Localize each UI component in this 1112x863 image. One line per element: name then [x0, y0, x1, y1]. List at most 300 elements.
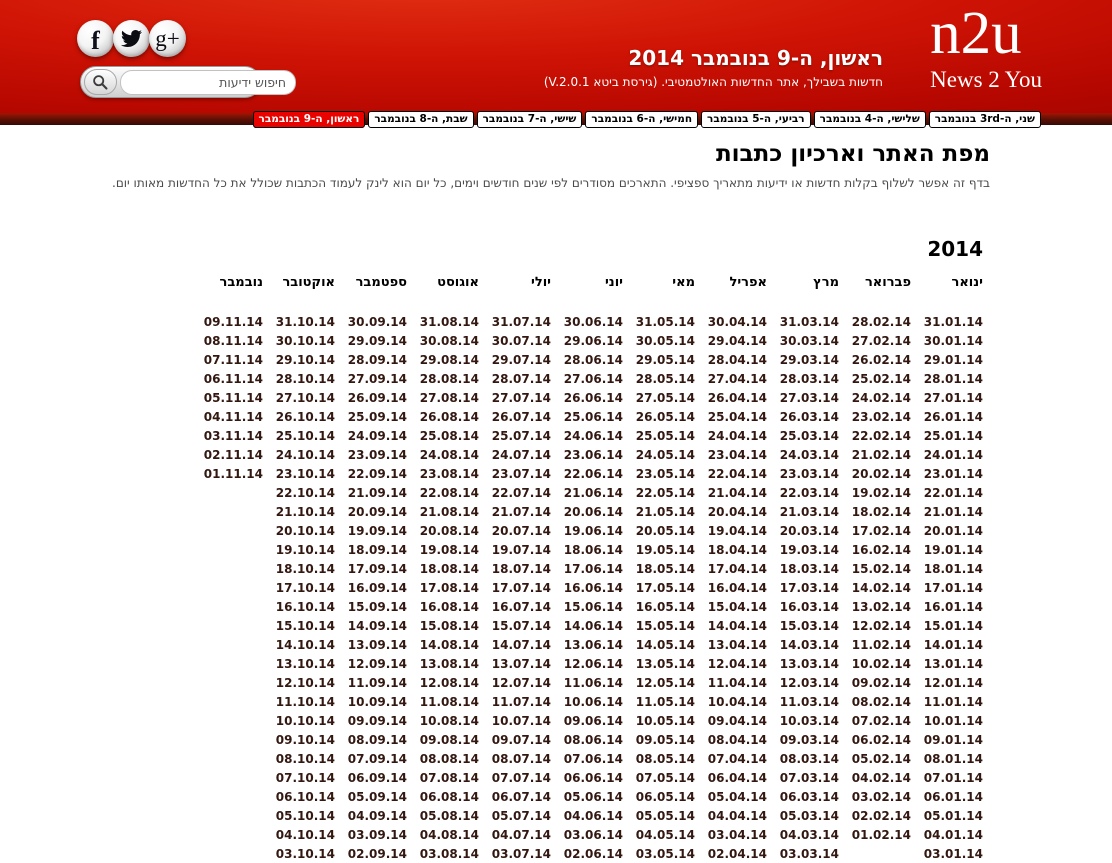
date-link[interactable]: 21.07.14 — [491, 505, 551, 519]
date-link[interactable]: 30.05.14 — [635, 334, 695, 348]
date-link[interactable]: 09.02.14 — [851, 676, 911, 690]
date-link[interactable]: 18.09.14 — [347, 543, 407, 557]
date-link[interactable]: 11.01.14 — [923, 695, 983, 709]
date-link[interactable]: 22.09.14 — [347, 467, 407, 481]
date-link[interactable]: 31.03.14 — [779, 315, 839, 329]
date-link[interactable]: 27.03.14 — [779, 391, 839, 405]
date-link[interactable]: 16.09.14 — [347, 581, 407, 595]
date-link[interactable]: 13.02.14 — [851, 600, 911, 614]
date-link[interactable]: 19.01.14 — [923, 543, 983, 557]
date-link[interactable]: 03.08.14 — [419, 847, 479, 861]
date-link[interactable]: 09.09.14 — [347, 714, 407, 728]
date-link[interactable]: 17.08.14 — [419, 581, 479, 595]
date-link[interactable]: 02.09.14 — [347, 847, 407, 861]
date-link[interactable]: 27.01.14 — [923, 391, 983, 405]
date-link[interactable]: 26.10.14 — [275, 410, 335, 424]
date-link[interactable]: 18.05.14 — [635, 562, 695, 576]
date-link[interactable]: 21.02.14 — [851, 448, 911, 462]
date-link[interactable]: 01.02.14 — [851, 828, 911, 842]
date-link[interactable]: 27.08.14 — [419, 391, 479, 405]
date-link[interactable]: 24.10.14 — [275, 448, 335, 462]
date-link[interactable]: 07.06.14 — [563, 752, 623, 766]
date-link[interactable]: 26.05.14 — [635, 410, 695, 424]
date-link[interactable]: 10.08.14 — [419, 714, 479, 728]
date-link[interactable]: 29.06.14 — [563, 334, 623, 348]
date-link[interactable]: 28.02.14 — [851, 315, 911, 329]
tab-day[interactable]: שישי, ה-7 בנובמבר — [477, 111, 583, 128]
date-link[interactable]: 10.03.14 — [779, 714, 839, 728]
date-link[interactable]: 25.06.14 — [563, 410, 623, 424]
date-link[interactable]: 16.06.14 — [563, 581, 623, 595]
tab-day[interactable]: שבת, ה-8 בנובמבר — [368, 111, 473, 128]
date-link[interactable]: 03.05.14 — [635, 847, 695, 861]
date-link[interactable]: 11.02.14 — [851, 638, 911, 652]
date-link[interactable]: 24.04.14 — [707, 429, 767, 443]
date-link[interactable]: 03.04.14 — [707, 828, 767, 842]
twitter-button[interactable] — [113, 20, 150, 57]
date-link[interactable]: 05.06.14 — [563, 790, 623, 804]
date-link[interactable]: 16.04.14 — [707, 581, 767, 595]
date-link[interactable]: 05.09.14 — [347, 790, 407, 804]
date-link[interactable]: 05.11.14 — [203, 391, 263, 405]
date-link[interactable]: 07.09.14 — [347, 752, 407, 766]
date-link[interactable]: 24.07.14 — [491, 448, 551, 462]
date-link[interactable]: 12.02.14 — [851, 619, 911, 633]
date-link[interactable]: 11.07.14 — [491, 695, 551, 709]
date-link[interactable]: 09.04.14 — [707, 714, 767, 728]
date-link[interactable]: 26.04.14 — [707, 391, 767, 405]
date-link[interactable]: 13.05.14 — [635, 657, 695, 671]
date-link[interactable]: 22.05.14 — [635, 486, 695, 500]
date-link[interactable]: 05.08.14 — [419, 809, 479, 823]
date-link[interactable]: 18.04.14 — [707, 543, 767, 557]
date-link[interactable]: 12.08.14 — [419, 676, 479, 690]
date-link[interactable]: 14.07.14 — [491, 638, 551, 652]
date-link[interactable]: 24.09.14 — [347, 429, 407, 443]
date-link[interactable]: 19.07.14 — [491, 543, 551, 557]
date-link[interactable]: 16.08.14 — [419, 600, 479, 614]
date-link[interactable]: 16.01.14 — [923, 600, 983, 614]
date-link[interactable]: 08.02.14 — [851, 695, 911, 709]
date-link[interactable]: 14.10.14 — [275, 638, 335, 652]
date-link[interactable]: 17.07.14 — [491, 581, 551, 595]
date-link[interactable]: 26.01.14 — [923, 410, 983, 424]
date-link[interactable]: 12.10.14 — [275, 676, 335, 690]
date-link[interactable]: 21.03.14 — [779, 505, 839, 519]
date-link[interactable]: 12.06.14 — [563, 657, 623, 671]
date-link[interactable]: 05.04.14 — [707, 790, 767, 804]
date-link[interactable]: 06.06.14 — [563, 771, 623, 785]
date-link[interactable]: 07.07.14 — [491, 771, 551, 785]
date-link[interactable]: 02.06.14 — [563, 847, 623, 861]
date-link[interactable]: 04.06.14 — [563, 809, 623, 823]
date-link[interactable]: 03.10.14 — [275, 847, 335, 861]
date-link[interactable]: 07.02.14 — [851, 714, 911, 728]
date-link[interactable]: 05.10.14 — [275, 809, 335, 823]
date-link[interactable]: 21.06.14 — [563, 486, 623, 500]
date-link[interactable]: 11.09.14 — [347, 676, 407, 690]
date-link[interactable]: 30.01.14 — [923, 334, 983, 348]
date-link[interactable]: 26.07.14 — [491, 410, 551, 424]
date-link[interactable]: 18.07.14 — [491, 562, 551, 576]
date-link[interactable]: 09.10.14 — [275, 733, 335, 747]
date-link[interactable]: 11.05.14 — [635, 695, 695, 709]
date-link[interactable]: 23.08.14 — [419, 467, 479, 481]
date-link[interactable]: 11.04.14 — [707, 676, 767, 690]
search-input[interactable] — [120, 70, 296, 95]
date-link[interactable]: 23.09.14 — [347, 448, 407, 462]
date-link[interactable]: 25.01.14 — [923, 429, 983, 443]
date-link[interactable]: 04.08.14 — [419, 828, 479, 842]
date-link[interactable]: 24.03.14 — [779, 448, 839, 462]
date-link[interactable]: 19.09.14 — [347, 524, 407, 538]
date-link[interactable]: 29.01.14 — [923, 353, 983, 367]
date-link[interactable]: 07.04.14 — [707, 752, 767, 766]
date-link[interactable]: 16.03.14 — [779, 600, 839, 614]
date-link[interactable]: 14.04.14 — [707, 619, 767, 633]
date-link[interactable]: 26.06.14 — [563, 391, 623, 405]
date-link[interactable]: 20.10.14 — [275, 524, 335, 538]
date-link[interactable]: 28.08.14 — [419, 372, 479, 386]
date-link[interactable]: 03.11.14 — [203, 429, 263, 443]
date-link[interactable]: 01.11.14 — [203, 467, 263, 481]
date-link[interactable]: 09.03.14 — [779, 733, 839, 747]
date-link[interactable]: 06.11.14 — [203, 372, 263, 386]
tab-day[interactable]: חמישי, ה-6 בנובמבר — [585, 111, 698, 128]
date-link[interactable]: 18.06.14 — [563, 543, 623, 557]
date-link[interactable]: 13.08.14 — [419, 657, 479, 671]
tab-day[interactable]: רביעי, ה-5 בנובמבר — [701, 111, 811, 128]
date-link[interactable]: 18.01.14 — [923, 562, 983, 576]
date-link[interactable]: 02.11.14 — [203, 448, 263, 462]
date-link[interactable]: 09.01.14 — [923, 733, 983, 747]
date-link[interactable]: 15.03.14 — [779, 619, 839, 633]
date-link[interactable]: 04.10.14 — [275, 828, 335, 842]
date-link[interactable]: 18.02.14 — [851, 505, 911, 519]
date-link[interactable]: 26.08.14 — [419, 410, 479, 424]
date-link[interactable]: 31.08.14 — [419, 315, 479, 329]
date-link[interactable]: 08.11.14 — [203, 334, 263, 348]
date-link[interactable]: 22.03.14 — [779, 486, 839, 500]
date-link[interactable]: 08.09.14 — [347, 733, 407, 747]
date-link[interactable]: 07.10.14 — [275, 771, 335, 785]
date-link[interactable]: 03.03.14 — [779, 847, 839, 861]
date-link[interactable]: 21.10.14 — [275, 505, 335, 519]
date-link[interactable]: 27.10.14 — [275, 391, 335, 405]
date-link[interactable]: 03.01.14 — [923, 847, 983, 861]
date-link[interactable]: 15.01.14 — [923, 619, 983, 633]
date-link[interactable]: 14.06.14 — [563, 619, 623, 633]
date-link[interactable]: 08.03.14 — [779, 752, 839, 766]
date-link[interactable]: 19.02.14 — [851, 486, 911, 500]
date-link[interactable]: 31.01.14 — [923, 315, 983, 329]
date-link[interactable]: 15.07.14 — [491, 619, 551, 633]
date-link[interactable]: 05.02.14 — [851, 752, 911, 766]
date-link[interactable]: 30.03.14 — [779, 334, 839, 348]
date-link[interactable]: 15.10.14 — [275, 619, 335, 633]
date-link[interactable]: 19.03.14 — [779, 543, 839, 557]
tab-day-active[interactable]: ראשון, ה-9 בנובמבר — [253, 111, 366, 128]
date-link[interactable]: 17.05.14 — [635, 581, 695, 595]
date-link[interactable]: 19.06.14 — [563, 524, 623, 538]
date-link[interactable]: 28.03.14 — [779, 372, 839, 386]
date-link[interactable]: 21.09.14 — [347, 486, 407, 500]
date-link[interactable]: 16.05.14 — [635, 600, 695, 614]
date-link[interactable]: 04.02.14 — [851, 771, 911, 785]
date-link[interactable]: 27.05.14 — [635, 391, 695, 405]
date-link[interactable]: 20.02.14 — [851, 467, 911, 481]
date-link[interactable]: 21.08.14 — [419, 505, 479, 519]
date-link[interactable]: 24.02.14 — [851, 391, 911, 405]
date-link[interactable]: 10.07.14 — [491, 714, 551, 728]
date-link[interactable]: 12.04.14 — [707, 657, 767, 671]
date-link[interactable]: 09.05.14 — [635, 733, 695, 747]
date-link[interactable]: 25.09.14 — [347, 410, 407, 424]
date-link[interactable]: 23.10.14 — [275, 467, 335, 481]
tab-day[interactable]: שלישי, ה-4 בנובמבר — [814, 111, 926, 128]
date-link[interactable]: 10.09.14 — [347, 695, 407, 709]
date-link[interactable]: 27.02.14 — [851, 334, 911, 348]
date-link[interactable]: 16.02.14 — [851, 543, 911, 557]
date-link[interactable]: 03.07.14 — [491, 847, 551, 861]
date-link[interactable]: 14.05.14 — [635, 638, 695, 652]
date-link[interactable]: 17.04.14 — [707, 562, 767, 576]
date-link[interactable]: 30.09.14 — [347, 315, 407, 329]
date-link[interactable]: 31.05.14 — [635, 315, 695, 329]
date-link[interactable]: 14.01.14 — [923, 638, 983, 652]
date-link[interactable]: 20.08.14 — [419, 524, 479, 538]
date-link[interactable]: 17.09.14 — [347, 562, 407, 576]
date-link[interactable]: 06.08.14 — [419, 790, 479, 804]
date-link[interactable]: 13.06.14 — [563, 638, 623, 652]
date-link[interactable]: 25.02.14 — [851, 372, 911, 386]
facebook-button[interactable] — [77, 20, 114, 57]
date-link[interactable]: 17.03.14 — [779, 581, 839, 595]
date-link[interactable]: 11.03.14 — [779, 695, 839, 709]
date-link[interactable]: 23.05.14 — [635, 467, 695, 481]
date-link[interactable]: 20.05.14 — [635, 524, 695, 538]
date-link[interactable]: 25.04.14 — [707, 410, 767, 424]
date-link[interactable]: 26.02.14 — [851, 353, 911, 367]
date-link[interactable]: 07.03.14 — [779, 771, 839, 785]
date-link[interactable]: 10.01.14 — [923, 714, 983, 728]
date-link[interactable]: 20.06.14 — [563, 505, 623, 519]
date-link[interactable]: 07.08.14 — [419, 771, 479, 785]
date-link[interactable]: 24.01.14 — [923, 448, 983, 462]
date-link[interactable]: 10.05.14 — [635, 714, 695, 728]
date-link[interactable]: 11.10.14 — [275, 695, 335, 709]
date-link[interactable]: 20.07.14 — [491, 524, 551, 538]
date-link[interactable]: 29.04.14 — [707, 334, 767, 348]
date-link[interactable]: 29.07.14 — [491, 353, 551, 367]
date-link[interactable]: 04.04.14 — [707, 809, 767, 823]
date-link[interactable]: 09.07.14 — [491, 733, 551, 747]
date-link[interactable]: 08.05.14 — [635, 752, 695, 766]
date-link[interactable]: 17.10.14 — [275, 581, 335, 595]
date-link[interactable]: 30.06.14 — [563, 315, 623, 329]
date-link[interactable]: 07.05.14 — [635, 771, 695, 785]
date-link[interactable]: 13.01.14 — [923, 657, 983, 671]
date-link[interactable]: 27.04.14 — [707, 372, 767, 386]
date-link[interactable]: 12.01.14 — [923, 676, 983, 690]
date-link[interactable]: 27.07.14 — [491, 391, 551, 405]
date-link[interactable]: 28.09.14 — [347, 353, 407, 367]
date-link[interactable]: 16.07.14 — [491, 600, 551, 614]
date-link[interactable]: 08.07.14 — [491, 752, 551, 766]
search-button[interactable] — [84, 69, 117, 95]
date-link[interactable]: 17.01.14 — [923, 581, 983, 595]
date-link[interactable]: 06.04.14 — [707, 771, 767, 785]
date-link[interactable]: 12.03.14 — [779, 676, 839, 690]
date-link[interactable]: 20.03.14 — [779, 524, 839, 538]
date-link[interactable]: 28.07.14 — [491, 372, 551, 386]
date-link[interactable]: 15.06.14 — [563, 600, 623, 614]
date-link[interactable]: 15.02.14 — [851, 562, 911, 576]
date-link[interactable]: 24.08.14 — [419, 448, 479, 462]
date-link[interactable]: 24.05.14 — [635, 448, 695, 462]
date-link[interactable]: 31.10.14 — [275, 315, 335, 329]
date-link[interactable]: 18.10.14 — [275, 562, 335, 576]
date-link[interactable]: 05.01.14 — [923, 809, 983, 823]
date-link[interactable]: 26.03.14 — [779, 410, 839, 424]
date-link[interactable]: 04.05.14 — [635, 828, 695, 842]
date-link[interactable]: 22.10.14 — [275, 486, 335, 500]
date-link[interactable]: 04.11.14 — [203, 410, 263, 424]
date-link[interactable]: 04.03.14 — [779, 828, 839, 842]
date-link[interactable]: 09.08.14 — [419, 733, 479, 747]
date-link[interactable]: 14.02.14 — [851, 581, 911, 595]
date-link[interactable]: 06.02.14 — [851, 733, 911, 747]
date-link[interactable]: 23.06.14 — [563, 448, 623, 462]
date-link[interactable]: 19.08.14 — [419, 543, 479, 557]
date-link[interactable]: 25.03.14 — [779, 429, 839, 443]
date-link[interactable]: 08.10.14 — [275, 752, 335, 766]
date-link[interactable]: 15.09.14 — [347, 600, 407, 614]
date-link[interactable]: 08.08.14 — [419, 752, 479, 766]
date-link[interactable]: 04.07.14 — [491, 828, 551, 842]
date-link[interactable]: 25.08.14 — [419, 429, 479, 443]
date-link[interactable]: 22.02.14 — [851, 429, 911, 443]
date-link[interactable]: 06.05.14 — [635, 790, 695, 804]
date-link[interactable]: 13.10.14 — [275, 657, 335, 671]
date-link[interactable]: 10.02.14 — [851, 657, 911, 671]
date-link[interactable]: 28.05.14 — [635, 372, 695, 386]
date-link[interactable]: 03.02.14 — [851, 790, 911, 804]
date-link[interactable]: 08.04.14 — [707, 733, 767, 747]
date-link[interactable]: 22.08.14 — [419, 486, 479, 500]
date-link[interactable]: 02.04.14 — [707, 847, 767, 861]
date-link[interactable]: 24.06.14 — [563, 429, 623, 443]
date-link[interactable]: 10.06.14 — [563, 695, 623, 709]
date-link[interactable]: 25.05.14 — [635, 429, 695, 443]
date-link[interactable]: 15.04.14 — [707, 600, 767, 614]
date-link[interactable]: 09.11.14 — [203, 315, 263, 329]
date-link[interactable]: 23.03.14 — [779, 467, 839, 481]
date-link[interactable]: 21.01.14 — [923, 505, 983, 519]
date-link[interactable]: 20.01.14 — [923, 524, 983, 538]
date-link[interactable]: 05.03.14 — [779, 809, 839, 823]
date-link[interactable]: 02.02.14 — [851, 809, 911, 823]
date-link[interactable]: 07.11.14 — [203, 353, 263, 367]
date-link[interactable]: 25.07.14 — [491, 429, 551, 443]
date-link[interactable]: 28.04.14 — [707, 353, 767, 367]
date-link[interactable]: 30.10.14 — [275, 334, 335, 348]
date-link[interactable]: 03.09.14 — [347, 828, 407, 842]
date-link[interactable]: 13.04.14 — [707, 638, 767, 652]
date-link[interactable]: 06.09.14 — [347, 771, 407, 785]
date-link[interactable]: 27.06.14 — [563, 372, 623, 386]
date-link[interactable]: 13.03.14 — [779, 657, 839, 671]
date-link[interactable]: 06.03.14 — [779, 790, 839, 804]
date-link[interactable]: 22.04.14 — [707, 467, 767, 481]
date-link[interactable]: 26.09.14 — [347, 391, 407, 405]
date-link[interactable]: 22.06.14 — [563, 467, 623, 481]
date-link[interactable]: 27.09.14 — [347, 372, 407, 386]
date-link[interactable]: 18.08.14 — [419, 562, 479, 576]
date-link[interactable]: 09.06.14 — [563, 714, 623, 728]
tab-day[interactable]: שני, ה-3rd בנובמבר — [929, 111, 1041, 128]
date-link[interactable]: 17.02.14 — [851, 524, 911, 538]
date-link[interactable]: 15.08.14 — [419, 619, 479, 633]
date-link[interactable]: 28.01.14 — [923, 372, 983, 386]
google-plus-button[interactable] — [149, 20, 186, 57]
date-link[interactable]: 13.09.14 — [347, 638, 407, 652]
date-link[interactable]: 31.07.14 — [491, 315, 551, 329]
date-link[interactable]: 30.08.14 — [419, 334, 479, 348]
date-link[interactable]: 23.02.14 — [851, 410, 911, 424]
date-link[interactable]: 29.03.14 — [779, 353, 839, 367]
date-link[interactable]: 07.01.14 — [923, 771, 983, 785]
date-link[interactable]: 19.04.14 — [707, 524, 767, 538]
date-link[interactable]: 11.06.14 — [563, 676, 623, 690]
date-link[interactable]: 16.10.14 — [275, 600, 335, 614]
date-link[interactable]: 28.06.14 — [563, 353, 623, 367]
date-link[interactable]: 05.05.14 — [635, 809, 695, 823]
site-logo[interactable] — [930, 2, 1042, 92]
date-link[interactable]: 29.05.14 — [635, 353, 695, 367]
date-link[interactable]: 23.07.14 — [491, 467, 551, 481]
date-link[interactable]: 21.05.14 — [635, 505, 695, 519]
date-link[interactable]: 14.09.14 — [347, 619, 407, 633]
date-link[interactable]: 20.04.14 — [707, 505, 767, 519]
date-link[interactable]: 14.03.14 — [779, 638, 839, 652]
date-link[interactable]: 28.10.14 — [275, 372, 335, 386]
date-link[interactable]: 29.09.14 — [347, 334, 407, 348]
date-link[interactable]: 11.08.14 — [419, 695, 479, 709]
date-link[interactable]: 06.07.14 — [491, 790, 551, 804]
date-link[interactable]: 13.07.14 — [491, 657, 551, 671]
date-link[interactable]: 25.10.14 — [275, 429, 335, 443]
date-link[interactable]: 29.08.14 — [419, 353, 479, 367]
date-link[interactable]: 08.06.14 — [563, 733, 623, 747]
date-link[interactable]: 29.10.14 — [275, 353, 335, 367]
date-link[interactable]: 22.01.14 — [923, 486, 983, 500]
date-link[interactable]: 19.05.14 — [635, 543, 695, 557]
date-link[interactable]: 10.10.14 — [275, 714, 335, 728]
date-link[interactable]: 23.04.14 — [707, 448, 767, 462]
date-link[interactable]: 23.01.14 — [923, 467, 983, 481]
date-link[interactable]: 15.05.14 — [635, 619, 695, 633]
date-link[interactable]: 17.06.14 — [563, 562, 623, 576]
date-link[interactable]: 30.04.14 — [707, 315, 767, 329]
date-link[interactable]: 12.07.14 — [491, 676, 551, 690]
date-link[interactable]: 04.09.14 — [347, 809, 407, 823]
date-link[interactable]: 18.03.14 — [779, 562, 839, 576]
date-link[interactable]: 08.01.14 — [923, 752, 983, 766]
date-link[interactable]: 03.06.14 — [563, 828, 623, 842]
date-link[interactable]: 05.07.14 — [491, 809, 551, 823]
date-link[interactable]: 10.04.14 — [707, 695, 767, 709]
